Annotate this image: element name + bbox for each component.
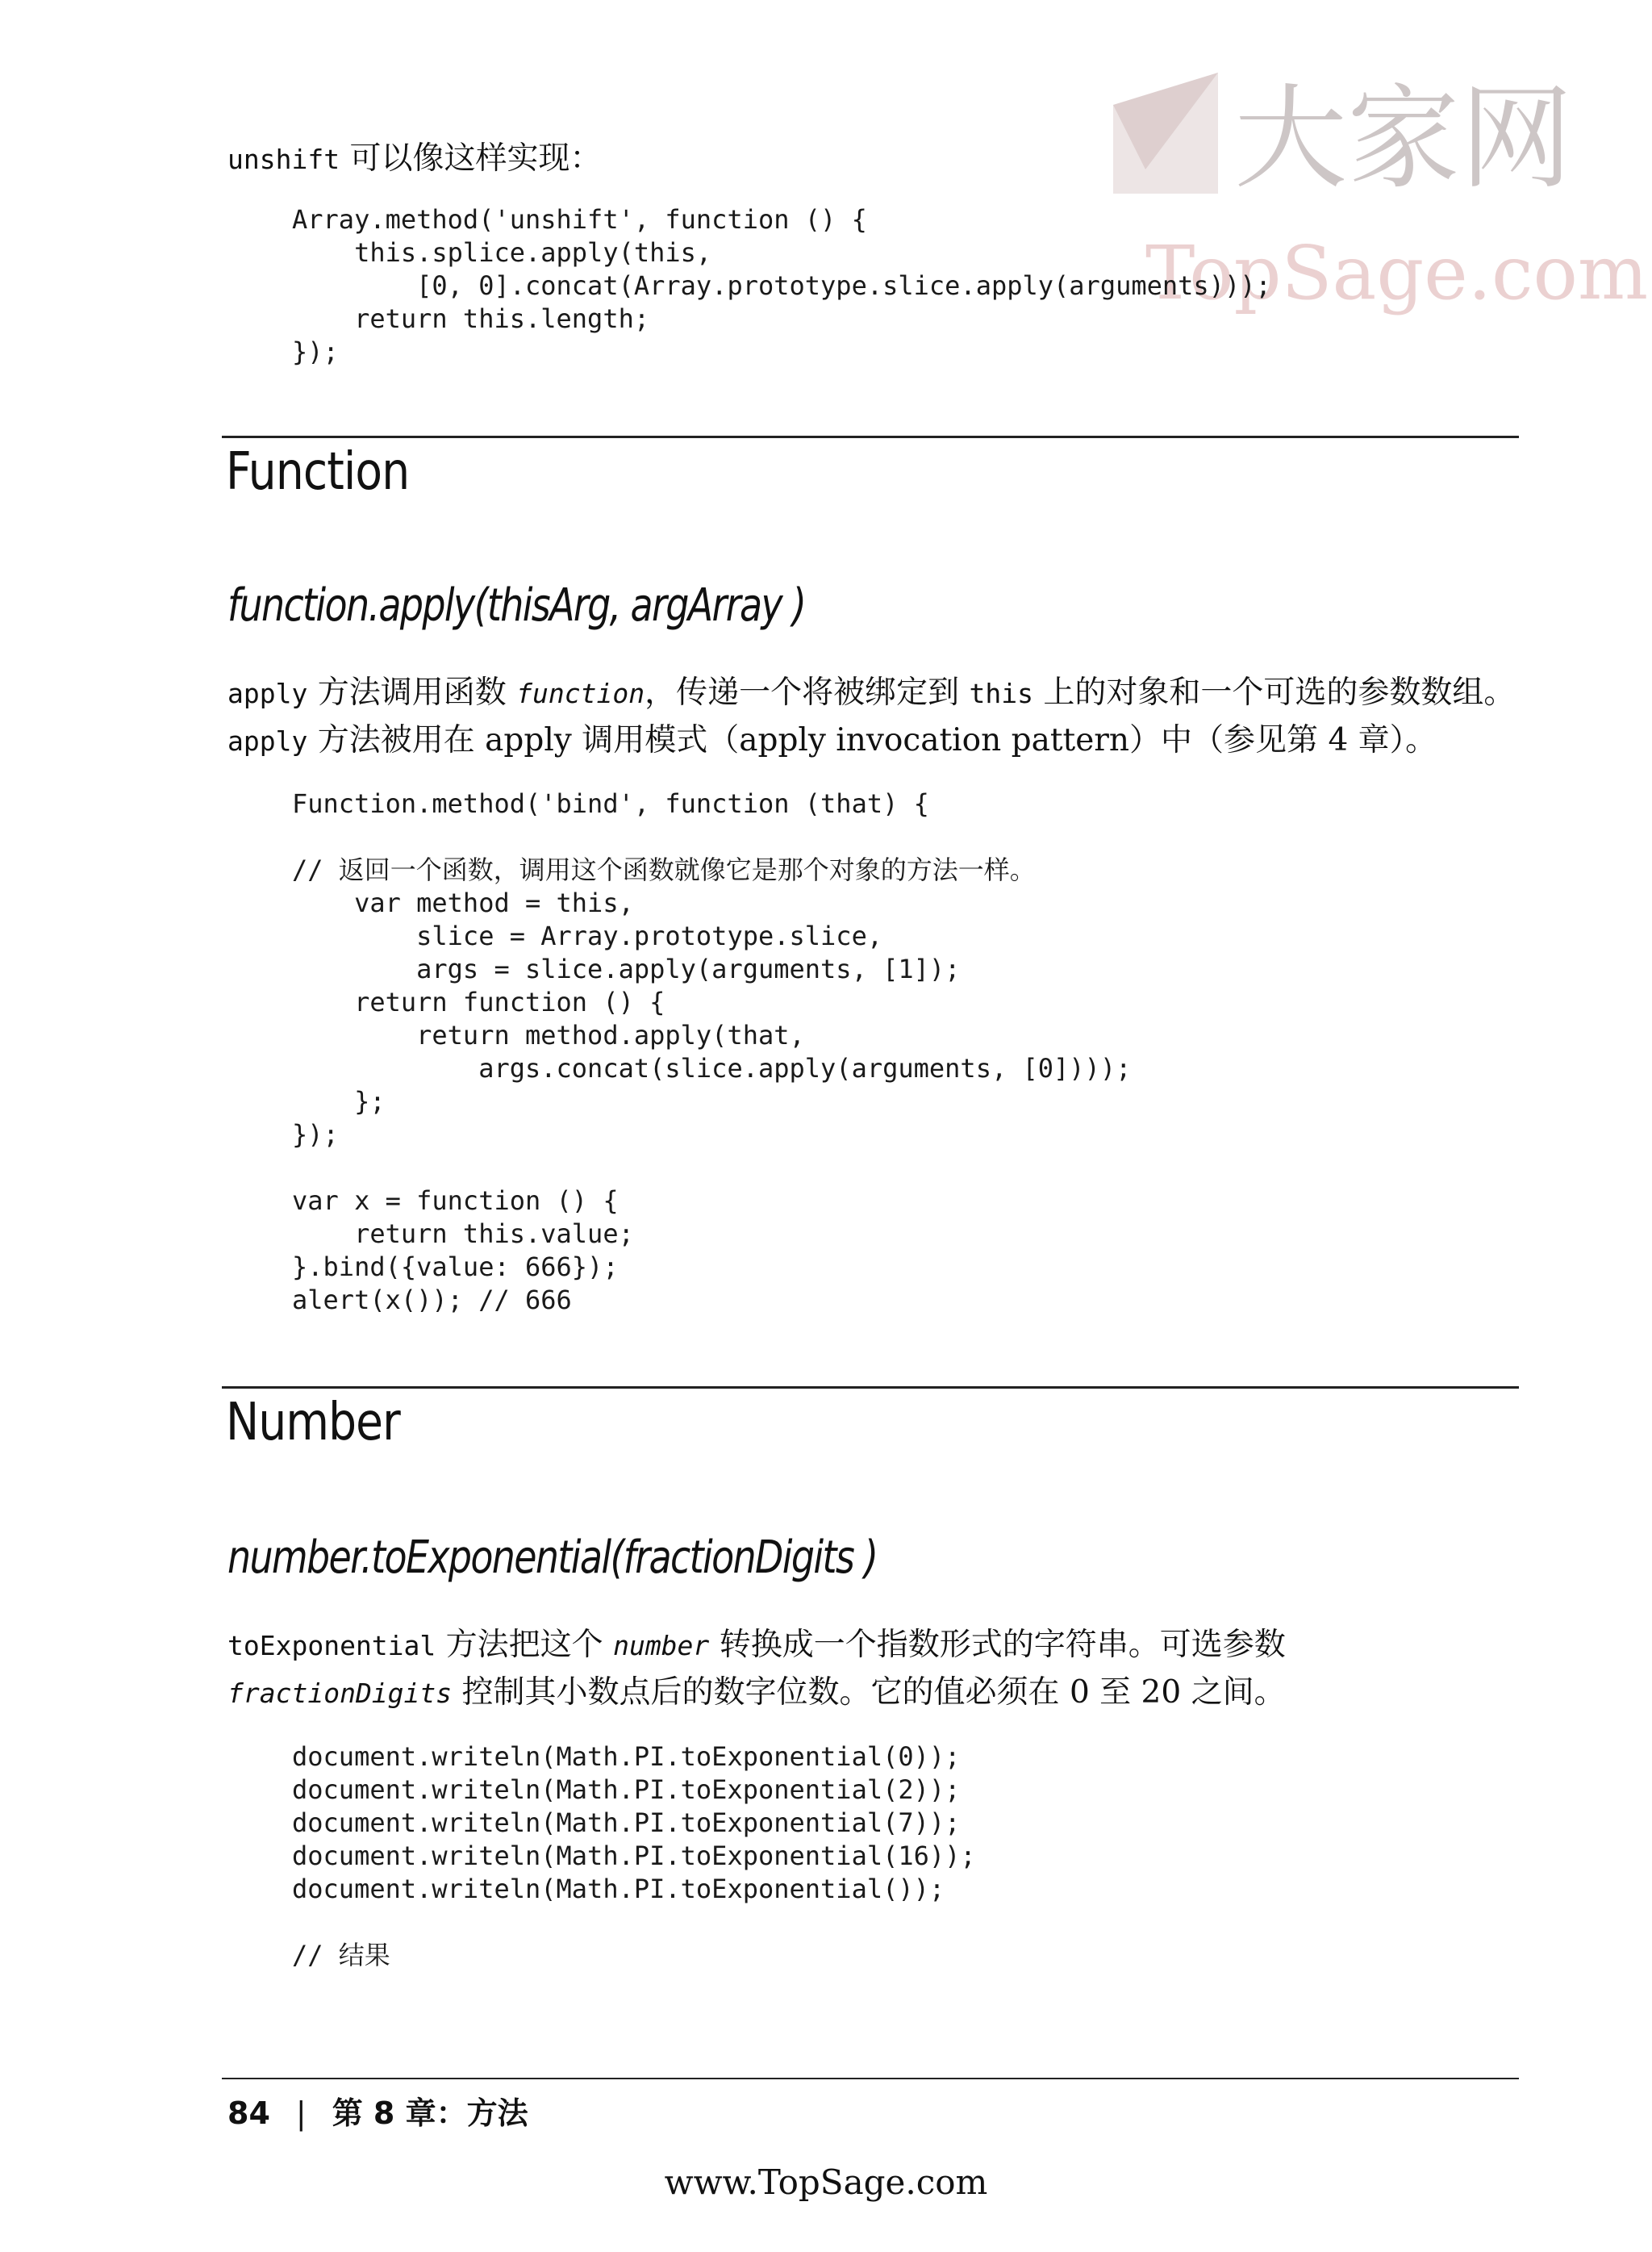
section-divider-function	[222, 436, 1519, 438]
footer-separator: |	[295, 2095, 307, 2131]
watermark-cn-text: 大家网	[1234, 73, 1574, 205]
section-divider-number	[222, 1386, 1519, 1389]
method-heading-toexponential: number.toExponential(fractionDigits )	[227, 1531, 878, 1584]
desc-text: 上的对象和一个可选的参数数组。	[1032, 675, 1516, 711]
watermark-brand-text: TopSage.com	[1145, 230, 1649, 316]
desc-code-fractiondigits: fractionDigits	[227, 1678, 453, 1709]
desc-text: 方法被用在 apply 调用模式（apply invocation pattern）中（参见第 4 章）。	[307, 722, 1437, 758]
method-heading-apply: function.apply(thisArg, argArray )	[227, 579, 806, 632]
section-title-number: Number	[226, 1393, 400, 1452]
desc-text: 方法把这个	[436, 1627, 614, 1663]
desc-code-number: number	[613, 1630, 710, 1661]
desc-code-apply: apply	[227, 678, 308, 709]
intro-code-word: unshift	[227, 144, 340, 175]
code-block-toexponential: document.writeln(Math.PI.toExponential(0)); document.writeln(Math.PI.toExponential(2)); document.writeln(Math.PI.toExponential(7)); document.writeln(Math.PI.toExponential(16)); document.writeln(Math.PI.toExponential()); // 结果	[292, 1741, 976, 1970]
desc-code-apply-2: apply	[227, 725, 308, 757]
chapter-label: 第 8 章：方法	[332, 2095, 528, 2131]
toexponential-description	[227, 1622, 1518, 1717]
desc-text: 方法调用函数	[307, 675, 517, 711]
code-block-bind: Function.method('bind', function (that) { // 返回一个函数，调用这个函数就像它是那个对象的方法一样。 var method = this, slice = Array.prototype.slice, args = slice.apply(arguments, [1]); return function () { return method.apply(that, args.concat(slice.apply(arguments, [0]))); }; }); var x = function () { return this.value; }.bind({value: 666}); alert(x()); // 666	[292, 788, 1132, 1315]
desc-code-this: this	[969, 678, 1033, 709]
desc-text: ，传递一个将被绑定到	[645, 675, 970, 711]
desc-text: 控制其小数点后的数字位数。它的值必须在 0 至 20 之间。	[452, 1674, 1286, 1711]
desc-text: 转换成一个指数形式的字符串。可选参数	[709, 1627, 1286, 1663]
intro-line	[227, 136, 1518, 183]
footer-rule	[222, 2078, 1519, 2079]
page-footer	[227, 2088, 528, 2133]
desc-code-toexponential: toExponential	[227, 1630, 436, 1661]
intro-text: 可以像这样实现：	[340, 140, 602, 177]
desc-code-function: function	[516, 678, 645, 709]
apply-description	[227, 670, 1518, 765]
page-number: 84	[227, 2095, 270, 2131]
section-title-function: Function	[226, 442, 410, 502]
code-block-unshift: Array.method('unshift', function () { this.splice.apply(this, [0, 0].concat(Array.prototype.slice.apply(arguments))); return this.length; });	[292, 204, 1271, 367]
site-url: www.TopSage.com	[664, 2162, 988, 2202]
